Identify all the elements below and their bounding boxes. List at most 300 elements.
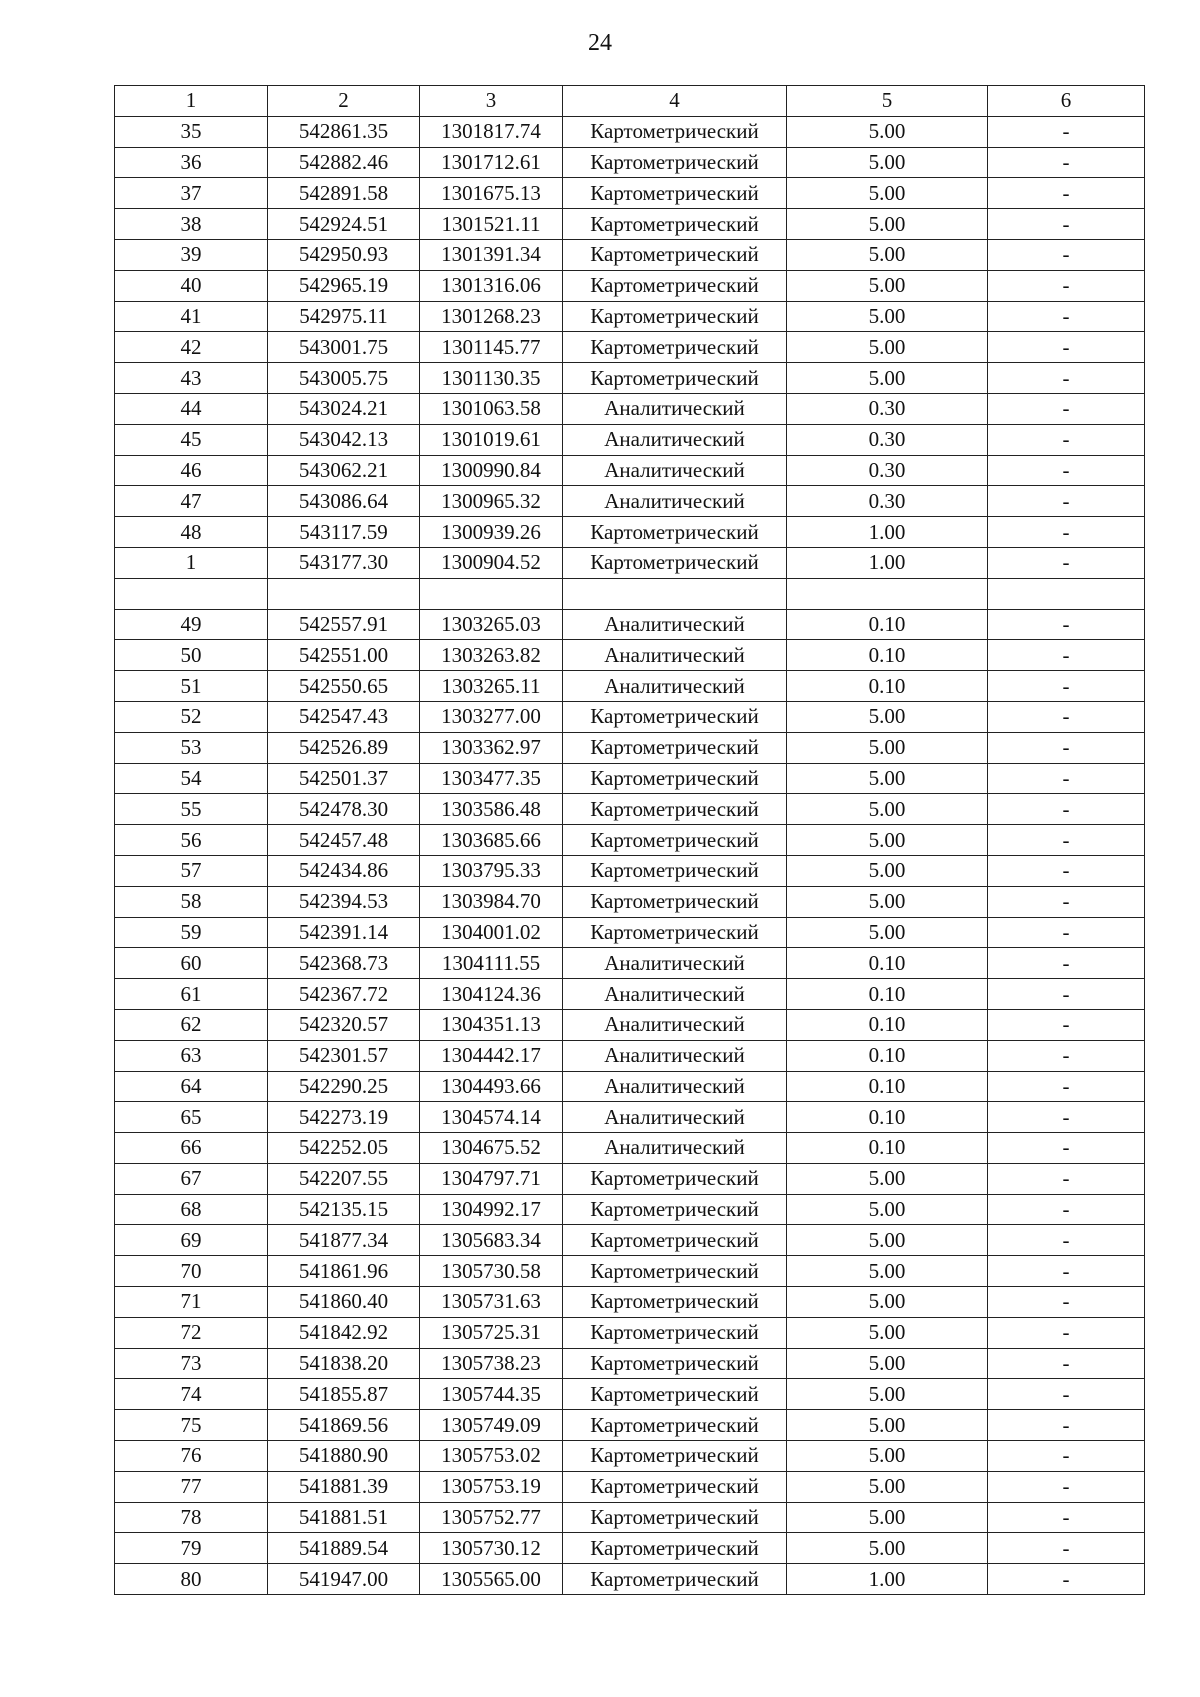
- table-row: [115, 701, 1145, 732]
- accuracy-cell: 5.00: [787, 1348, 988, 1379]
- x-coordinate-cell: 542290.25: [268, 1071, 420, 1102]
- accuracy-cell: 5.00: [787, 1317, 988, 1348]
- x-coordinate-cell: 543062.21: [268, 455, 420, 486]
- accuracy-cell: 0.10: [787, 1071, 988, 1102]
- x-coordinate-cell: 542551.00: [268, 640, 420, 671]
- x-coordinate-cell: 542135.15: [268, 1194, 420, 1225]
- x-coordinate-cell: 542367.72: [268, 979, 420, 1010]
- table-row: [115, 671, 1145, 702]
- method-cell: Картометрический: [563, 886, 787, 917]
- y-coordinate-cell: 1301391.34: [420, 239, 563, 270]
- note-cell: -: [988, 671, 1145, 702]
- y-coordinate-cell: 1301019.61: [420, 424, 563, 455]
- note-cell: -: [988, 1287, 1145, 1318]
- x-coordinate-cell: 541877.34: [268, 1225, 420, 1256]
- table-row: [115, 763, 1145, 794]
- accuracy-cell: 1.00: [787, 517, 988, 548]
- x-coordinate-cell: 542457.48: [268, 825, 420, 856]
- x-coordinate-cell: 543005.75: [268, 363, 420, 394]
- point-number-cell: 78: [115, 1502, 268, 1533]
- table-row: [115, 917, 1145, 948]
- table-row: [115, 209, 1145, 240]
- point-number-cell: 44: [115, 393, 268, 424]
- note-cell: -: [988, 1040, 1145, 1071]
- method-cell: Картометрический: [563, 547, 787, 578]
- method-cell: Картометрический: [563, 178, 787, 209]
- x-coordinate-cell: 542547.43: [268, 701, 420, 732]
- note-cell: -: [988, 424, 1145, 455]
- accuracy-cell: 1.00: [787, 547, 988, 578]
- point-number-cell: 46: [115, 455, 268, 486]
- accuracy-cell: 5.00: [787, 825, 988, 856]
- note-cell: -: [988, 239, 1145, 270]
- accuracy-cell: 5.00: [787, 701, 988, 732]
- point-number-cell: 39: [115, 239, 268, 270]
- y-coordinate-cell: 1301521.11: [420, 209, 563, 240]
- method-cell: Картометрический: [563, 1256, 787, 1287]
- y-coordinate-cell: 1300939.26: [420, 517, 563, 548]
- note-cell: -: [988, 547, 1145, 578]
- accuracy-cell: 5.00: [787, 763, 988, 794]
- note-cell: -: [988, 1348, 1145, 1379]
- y-coordinate-cell: 1305730.12: [420, 1533, 563, 1564]
- y-coordinate-cell: 1301675.13: [420, 178, 563, 209]
- note-cell: -: [988, 301, 1145, 332]
- table-row: [115, 1564, 1145, 1595]
- method-cell: Аналитический: [563, 455, 787, 486]
- table-row: [115, 147, 1145, 178]
- y-coordinate-cell: 1305565.00: [420, 1564, 563, 1595]
- coordinates-table: [114, 85, 1145, 1595]
- y-coordinate-cell: 1305753.19: [420, 1471, 563, 1502]
- note-cell: -: [988, 1379, 1145, 1410]
- method-cell: Картометрический: [563, 825, 787, 856]
- point-number-cell: 79: [115, 1533, 268, 1564]
- x-coordinate-cell: 542975.11: [268, 301, 420, 332]
- point-number-cell: 72: [115, 1317, 268, 1348]
- accuracy-cell: 5.00: [787, 1194, 988, 1225]
- point-number-cell: 40: [115, 270, 268, 301]
- method-cell: Аналитический: [563, 393, 787, 424]
- table-row: [115, 825, 1145, 856]
- method-cell: Аналитический: [563, 1040, 787, 1071]
- table-row: [115, 178, 1145, 209]
- table-row: [115, 948, 1145, 979]
- y-coordinate-cell: 1303265.11: [420, 671, 563, 702]
- x-coordinate-cell: 541855.87: [268, 1379, 420, 1410]
- point-number-cell: 66: [115, 1133, 268, 1164]
- method-cell: Картометрический: [563, 794, 787, 825]
- y-coordinate-cell: 1304675.52: [420, 1133, 563, 1164]
- point-number-cell: 47: [115, 486, 268, 517]
- method-cell: Картометрический: [563, 116, 787, 147]
- x-coordinate-cell: 541869.56: [268, 1410, 420, 1441]
- method-cell: Аналитический: [563, 640, 787, 671]
- note-cell: -: [988, 1102, 1145, 1133]
- y-coordinate-cell: 1305731.63: [420, 1287, 563, 1318]
- point-number-cell: 68: [115, 1194, 268, 1225]
- accuracy-cell: 5.00: [787, 1533, 988, 1564]
- note-cell: -: [988, 332, 1145, 363]
- accuracy-cell: 5.00: [787, 886, 988, 917]
- x-coordinate-cell: 542368.73: [268, 948, 420, 979]
- point-number-cell: 77: [115, 1471, 268, 1502]
- y-coordinate-cell: 1303265.03: [420, 609, 563, 640]
- note-cell: -: [988, 270, 1145, 301]
- point-number-cell: 64: [115, 1071, 268, 1102]
- note-cell: -: [988, 640, 1145, 671]
- note-cell: -: [988, 763, 1145, 794]
- method-cell: Картометрический: [563, 270, 787, 301]
- y-coordinate-cell: 1301268.23: [420, 301, 563, 332]
- table-row: [115, 239, 1145, 270]
- method-cell: Картометрический: [563, 917, 787, 948]
- table-row: [115, 1502, 1145, 1533]
- table-row: [115, 547, 1145, 578]
- y-coordinate-cell: 1305683.34: [420, 1225, 563, 1256]
- note-cell: -: [988, 1533, 1145, 1564]
- x-coordinate-cell: 541881.51: [268, 1502, 420, 1533]
- method-cell: Картометрический: [563, 147, 787, 178]
- y-coordinate-cell: 1303362.97: [420, 732, 563, 763]
- page-number: 24: [588, 30, 612, 56]
- column-header: 1: [115, 86, 268, 117]
- x-coordinate-cell: 542273.19: [268, 1102, 420, 1133]
- accuracy-cell: 5.00: [787, 270, 988, 301]
- method-cell: Картометрический: [563, 1163, 787, 1194]
- x-coordinate-cell: 543086.64: [268, 486, 420, 517]
- note-cell: -: [988, 1410, 1145, 1441]
- x-coordinate-cell: 542252.05: [268, 1133, 420, 1164]
- table-row: [115, 363, 1145, 394]
- point-number-cell: 67: [115, 1163, 268, 1194]
- method-cell: Картометрический: [563, 701, 787, 732]
- note-cell: -: [988, 1009, 1145, 1040]
- accuracy-cell: 5.00: [787, 1225, 988, 1256]
- note-cell: -: [988, 794, 1145, 825]
- point-number-cell: 55: [115, 794, 268, 825]
- table-row: [115, 609, 1145, 640]
- x-coordinate-cell: 542526.89: [268, 732, 420, 763]
- x-coordinate-cell: 541947.00: [268, 1564, 420, 1595]
- method-cell: Картометрический: [563, 1348, 787, 1379]
- table-row: [115, 1287, 1145, 1318]
- method-cell: Картометрический: [563, 332, 787, 363]
- y-coordinate-cell: 1305753.02: [420, 1441, 563, 1472]
- method-cell: Картометрический: [563, 1225, 787, 1256]
- method-cell: Аналитический: [563, 1071, 787, 1102]
- point-number-cell: 61: [115, 979, 268, 1010]
- x-coordinate-cell: 542301.57: [268, 1040, 420, 1071]
- point-number-cell: 65: [115, 1102, 268, 1133]
- x-coordinate-cell: 542394.53: [268, 886, 420, 917]
- table-row: [115, 1102, 1145, 1133]
- method-cell: Картометрический: [563, 517, 787, 548]
- accuracy-cell: 5.00: [787, 1379, 988, 1410]
- y-coordinate-cell: 1304992.17: [420, 1194, 563, 1225]
- method-cell: Картометрический: [563, 209, 787, 240]
- method-cell: Аналитический: [563, 1009, 787, 1040]
- table-row: [115, 301, 1145, 332]
- point-number-cell: 45: [115, 424, 268, 455]
- accuracy-cell: 5.00: [787, 917, 988, 948]
- accuracy-cell: 0.30: [787, 486, 988, 517]
- note-cell: -: [988, 1317, 1145, 1348]
- y-coordinate-cell: 1301063.58: [420, 393, 563, 424]
- point-number-cell: 58: [115, 886, 268, 917]
- table-row: [115, 1040, 1145, 1071]
- point-number-cell: 42: [115, 332, 268, 363]
- y-coordinate-cell: 1305744.35: [420, 1379, 563, 1410]
- method-cell: Аналитический: [563, 671, 787, 702]
- x-coordinate-cell: 541842.92: [268, 1317, 420, 1348]
- accuracy-cell: 0.30: [787, 393, 988, 424]
- table-row: [115, 393, 1145, 424]
- point-number-cell: 1: [115, 547, 268, 578]
- x-coordinate-cell: 542320.57: [268, 1009, 420, 1040]
- point-number-cell: 69: [115, 1225, 268, 1256]
- note-cell: -: [988, 948, 1145, 979]
- method-cell: Картометрический: [563, 1317, 787, 1348]
- accuracy-cell: 0.10: [787, 979, 988, 1010]
- x-coordinate-cell: 542965.19: [268, 270, 420, 301]
- y-coordinate-cell: 1304493.66: [420, 1071, 563, 1102]
- accuracy-cell: 5.00: [787, 1256, 988, 1287]
- accuracy-cell: 5.00: [787, 794, 988, 825]
- table-row: [115, 1256, 1145, 1287]
- note-cell: -: [988, 455, 1145, 486]
- column-header: 4: [563, 86, 787, 117]
- method-cell: Картометрический: [563, 1471, 787, 1502]
- y-coordinate-cell: 1301316.06: [420, 270, 563, 301]
- x-coordinate-cell: 542207.55: [268, 1163, 420, 1194]
- column-header: 2: [268, 86, 420, 117]
- point-number-cell: 56: [115, 825, 268, 856]
- method-cell: Картометрический: [563, 732, 787, 763]
- note-cell: -: [988, 1256, 1145, 1287]
- method-cell: Аналитический: [563, 486, 787, 517]
- x-coordinate-cell: 541861.96: [268, 1256, 420, 1287]
- method-cell: Картометрический: [563, 1564, 787, 1595]
- table-row: [115, 455, 1145, 486]
- point-number-cell: 75: [115, 1410, 268, 1441]
- note-cell: -: [988, 1471, 1145, 1502]
- accuracy-cell: 5.00: [787, 178, 988, 209]
- table-row: [115, 855, 1145, 886]
- accuracy-cell: 0.10: [787, 640, 988, 671]
- x-coordinate-cell: 542950.93: [268, 239, 420, 270]
- accuracy-cell: 0.10: [787, 1102, 988, 1133]
- note-cell: -: [988, 517, 1145, 548]
- y-coordinate-cell: 1305749.09: [420, 1410, 563, 1441]
- method-cell: Аналитический: [563, 424, 787, 455]
- method-cell: Картометрический: [563, 855, 787, 886]
- y-coordinate-cell: 1305725.31: [420, 1317, 563, 1348]
- y-coordinate-cell: 1300904.52: [420, 547, 563, 578]
- point-number-cell: 36: [115, 147, 268, 178]
- accuracy-cell: 5.00: [787, 732, 988, 763]
- note-cell: -: [988, 1441, 1145, 1472]
- note-cell: -: [988, 609, 1145, 640]
- table-row: [115, 1071, 1145, 1102]
- note-cell: -: [988, 363, 1145, 394]
- accuracy-cell: 5.00: [787, 1471, 988, 1502]
- table-row: [115, 1533, 1145, 1564]
- method-cell: Картометрический: [563, 1533, 787, 1564]
- method-cell: Картометрический: [563, 301, 787, 332]
- table-row: [115, 794, 1145, 825]
- table-row: [115, 1441, 1145, 1472]
- column-header: 5: [787, 86, 988, 117]
- y-coordinate-cell: 1301712.61: [420, 147, 563, 178]
- accuracy-cell: 5.00: [787, 1441, 988, 1472]
- x-coordinate-cell: 542391.14: [268, 917, 420, 948]
- note-cell: -: [988, 701, 1145, 732]
- accuracy-cell: 5.00: [787, 147, 988, 178]
- point-number-cell: 51: [115, 671, 268, 702]
- point-number-cell: 63: [115, 1040, 268, 1071]
- method-cell: Аналитический: [563, 979, 787, 1010]
- accuracy-cell: 5.00: [787, 363, 988, 394]
- x-coordinate-cell: 542434.86: [268, 855, 420, 886]
- point-number-cell: 59: [115, 917, 268, 948]
- table-row: [115, 1348, 1145, 1379]
- y-coordinate-cell: 1304797.71: [420, 1163, 563, 1194]
- point-number-cell: 37: [115, 178, 268, 209]
- accuracy-cell: 0.10: [787, 1009, 988, 1040]
- point-number-cell: 80: [115, 1564, 268, 1595]
- method-cell: Аналитический: [563, 1133, 787, 1164]
- table-row: [115, 1163, 1145, 1194]
- method-cell: Картометрический: [563, 1287, 787, 1318]
- y-coordinate-cell: 1303795.33: [420, 855, 563, 886]
- y-coordinate-cell: 1305738.23: [420, 1348, 563, 1379]
- accuracy-cell: 5.00: [787, 116, 988, 147]
- point-number-cell: 35: [115, 116, 268, 147]
- x-coordinate-cell: 542557.91: [268, 609, 420, 640]
- table-row: [115, 1410, 1145, 1441]
- x-coordinate-cell: 542882.46: [268, 147, 420, 178]
- accuracy-cell: 0.10: [787, 1133, 988, 1164]
- note-cell: -: [988, 1163, 1145, 1194]
- table-row: [115, 270, 1145, 301]
- x-coordinate-cell: 543024.21: [268, 393, 420, 424]
- y-coordinate-cell: 1303277.00: [420, 701, 563, 732]
- point-number-cell: 60: [115, 948, 268, 979]
- x-coordinate-cell: 541881.39: [268, 1471, 420, 1502]
- table-row: [115, 486, 1145, 517]
- accuracy-cell: 0.10: [787, 609, 988, 640]
- column-header: 3: [420, 86, 563, 117]
- accuracy-cell: 0.10: [787, 948, 988, 979]
- y-coordinate-cell: 1303685.66: [420, 825, 563, 856]
- note-cell: -: [988, 886, 1145, 917]
- table-row: [115, 1009, 1145, 1040]
- x-coordinate-cell: 542924.51: [268, 209, 420, 240]
- accuracy-cell: 5.00: [787, 1502, 988, 1533]
- accuracy-cell: 0.30: [787, 455, 988, 486]
- accuracy-cell: 1.00: [787, 1564, 988, 1595]
- note-cell: -: [988, 1502, 1145, 1533]
- y-coordinate-cell: 1305730.58: [420, 1256, 563, 1287]
- point-number-cell: 70: [115, 1256, 268, 1287]
- point-number-cell: 73: [115, 1348, 268, 1379]
- method-cell: [563, 578, 787, 609]
- method-cell: Аналитический: [563, 1102, 787, 1133]
- note-cell: -: [988, 732, 1145, 763]
- method-cell: Картометрический: [563, 763, 787, 794]
- note-cell: -: [988, 116, 1145, 147]
- x-coordinate-cell: 541880.90: [268, 1441, 420, 1472]
- point-number-cell: 48: [115, 517, 268, 548]
- table-body: [115, 116, 1145, 1594]
- note-cell: -: [988, 917, 1145, 948]
- y-coordinate-cell: 1300965.32: [420, 486, 563, 517]
- y-coordinate-cell: 1305752.77: [420, 1502, 563, 1533]
- table-row: [115, 1133, 1145, 1164]
- note-cell: -: [988, 1225, 1145, 1256]
- point-number-cell: 76: [115, 1441, 268, 1472]
- note-cell: -: [988, 147, 1145, 178]
- method-cell: Аналитический: [563, 948, 787, 979]
- accuracy-cell: 5.00: [787, 332, 988, 363]
- x-coordinate-cell: 542550.65: [268, 671, 420, 702]
- method-cell: Картометрический: [563, 1502, 787, 1533]
- note-cell: -: [988, 979, 1145, 1010]
- y-coordinate-cell: 1304124.36: [420, 979, 563, 1010]
- method-cell: Картометрический: [563, 363, 787, 394]
- x-coordinate-cell: 543042.13: [268, 424, 420, 455]
- x-coordinate-cell: 542861.35: [268, 116, 420, 147]
- table-row: [115, 979, 1145, 1010]
- x-coordinate-cell: [268, 578, 420, 609]
- x-coordinate-cell: 543001.75: [268, 332, 420, 363]
- table-row: [115, 116, 1145, 147]
- y-coordinate-cell: 1301130.35: [420, 363, 563, 394]
- table-row: [115, 332, 1145, 363]
- note-cell: -: [988, 1194, 1145, 1225]
- column-header: 6: [988, 86, 1145, 117]
- point-number-cell: 53: [115, 732, 268, 763]
- note-cell: -: [988, 855, 1145, 886]
- method-cell: Картометрический: [563, 1379, 787, 1410]
- table-row: [115, 424, 1145, 455]
- y-coordinate-cell: 1304574.14: [420, 1102, 563, 1133]
- note-cell: -: [988, 1133, 1145, 1164]
- accuracy-cell: 5.00: [787, 1163, 988, 1194]
- point-number-cell: [115, 578, 268, 609]
- accuracy-cell: 5.00: [787, 1410, 988, 1441]
- table-header-row: [115, 86, 1145, 117]
- y-coordinate-cell: 1304001.02: [420, 917, 563, 948]
- x-coordinate-cell: 541838.20: [268, 1348, 420, 1379]
- x-coordinate-cell: 542478.30: [268, 794, 420, 825]
- x-coordinate-cell: 542501.37: [268, 763, 420, 794]
- x-coordinate-cell: 543117.59: [268, 517, 420, 548]
- y-coordinate-cell: 1304351.13: [420, 1009, 563, 1040]
- table-row: [115, 886, 1145, 917]
- point-number-cell: 49: [115, 609, 268, 640]
- point-number-cell: 74: [115, 1379, 268, 1410]
- accuracy-cell: 0.10: [787, 671, 988, 702]
- y-coordinate-cell: 1303984.70: [420, 886, 563, 917]
- accuracy-cell: [787, 578, 988, 609]
- x-coordinate-cell: 541860.40: [268, 1287, 420, 1318]
- point-number-cell: 71: [115, 1287, 268, 1318]
- note-cell: -: [988, 209, 1145, 240]
- table-row: [115, 1317, 1145, 1348]
- y-coordinate-cell: 1301145.77: [420, 332, 563, 363]
